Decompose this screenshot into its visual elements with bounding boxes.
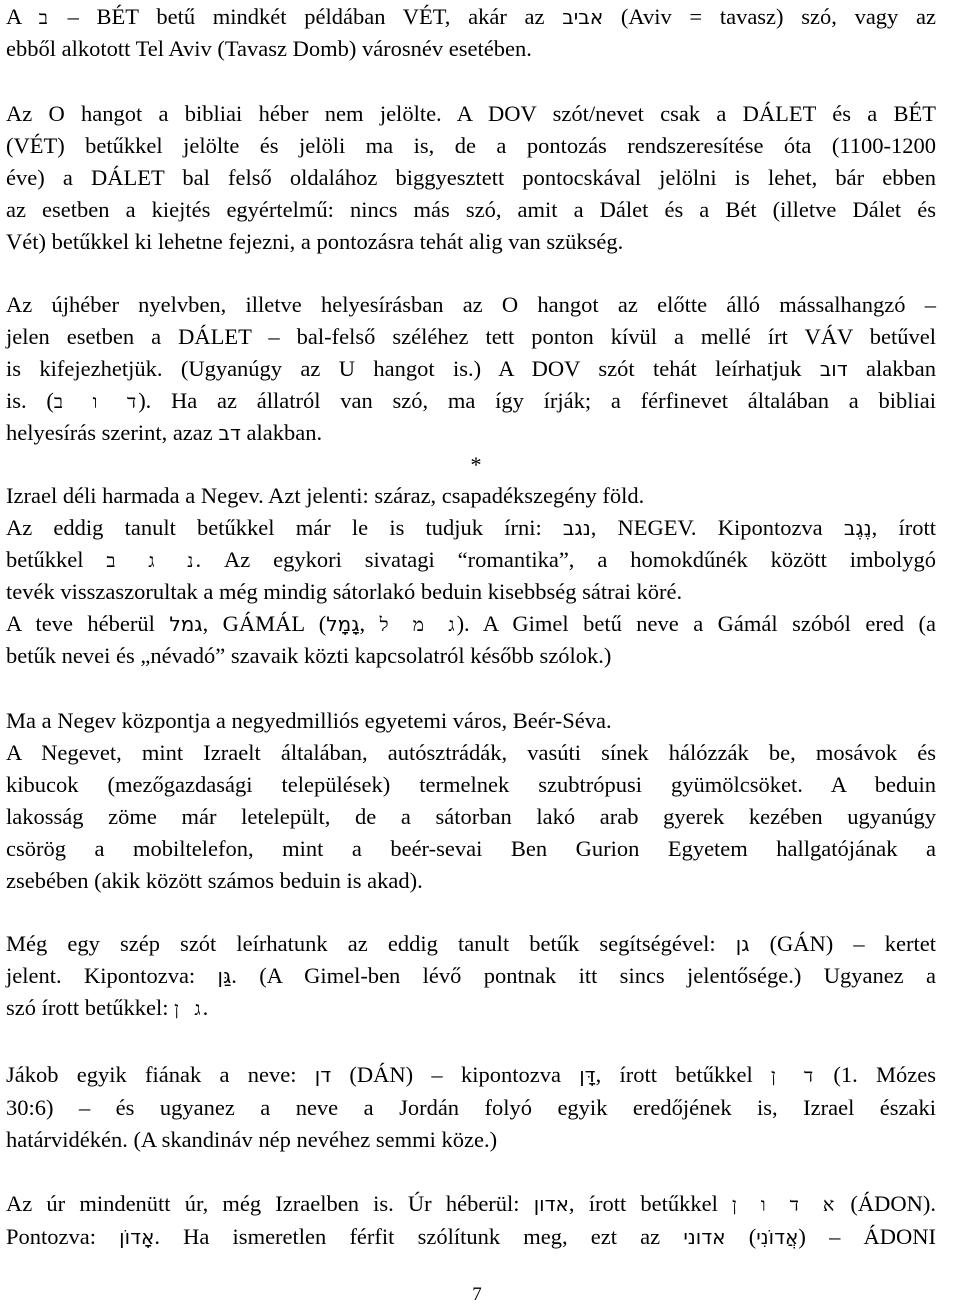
text-line (6, 2, 936, 33)
text-segment: (ÁDON). (836, 1191, 937, 1216)
text-line (6, 386, 936, 417)
text-line (6, 770, 936, 800)
text-line (6, 418, 322, 448)
text-line (6, 513, 936, 543)
hebrew-word: גן (735, 932, 750, 956)
text-segment: , írott betűkkel (568, 1191, 733, 1216)
text-segment: . Ha ismeretlen férfit szólítunk meg, ezt az (154, 1224, 684, 1249)
text-segment: zsebében (akik között számos beduin is akad). (6, 868, 423, 893)
text-line (6, 802, 936, 832)
hebrew-word: דן (314, 1063, 332, 1087)
text-segment: jelen esetben a DÁLET – bal-felső széléhez tett ponton kívül a mellé írt VÁV betűvel (6, 324, 936, 349)
text-line (6, 322, 936, 352)
text-line (6, 34, 532, 64)
text-segment: (GÁN) – kertet (749, 931, 937, 956)
text-segment: , GÁMÁL ( (202, 611, 327, 636)
hebrew-word: דוב (819, 357, 848, 381)
text-segment: , írott betűkkel (595, 1062, 772, 1087)
text-segment: (Aviv = tavasz) szó, vagy az (603, 4, 936, 29)
text-segment: A (6, 4, 39, 29)
text-line (6, 577, 682, 607)
text-segment: is kifejezhetjük. (Ugyanúgy az U hangot is.) A DOV szót tehát leírhatjuk (6, 356, 820, 381)
hebrew-spaced-letters: נ ג ב (106, 550, 196, 572)
text-segment: kibucok (mezőgazdasági települések) termelnek szubtrópusi gyümölcsöket. A beduin (6, 772, 936, 797)
text-segment: ebből alkotott Tel Aviv (Tavasz Domb) városnév esetében. (6, 36, 532, 61)
text-segment: alakban (847, 356, 936, 381)
text-line (6, 481, 644, 511)
text-line (6, 227, 623, 257)
text-line (6, 1125, 497, 1155)
hebrew-word: נגב (562, 516, 591, 540)
text-segment: A teve héberül (6, 611, 170, 636)
text-segment: Ma a Negev központja a negyedmilliós egyetemi város, Beér-Séva. (6, 708, 612, 733)
text-segment: jelent. Kipontozva: (6, 963, 218, 988)
text-line (6, 834, 936, 864)
text-segment: – BÉT betű mindkét példában VÉT, akár az (49, 4, 563, 29)
text-segment: (VÉT) betűkkel jelölte és jelöli ma is, de a pontozás rendszeresítése óta (1100-1200 (6, 133, 936, 158)
text-segment: A Negevet, mint Izraelt általában, autósztrádák, vasúti sínek hálózzák be, mosávok és (6, 740, 936, 765)
text-segment: Jákob egyik fiának a neve: (6, 1062, 315, 1087)
hebrew-word: גָמָל (326, 612, 360, 636)
text-line (6, 738, 936, 768)
text-segment: , NEGEV. Kipontozva (590, 515, 844, 540)
hebrew-word: דָּן (579, 1063, 596, 1087)
hebrew-word: אֲדוֹנִי (756, 1225, 799, 1249)
text-segment: Az úr mindenütt úr, még Izraelben is. Úr héberül: (6, 1191, 534, 1216)
page-number: 7 (472, 1284, 482, 1305)
text-line (6, 131, 936, 161)
hebrew-spaced-letters: ב (38, 7, 50, 29)
text-segment: ) – ÁDONI (798, 1224, 936, 1249)
text-line (6, 706, 612, 736)
text-segment: ). A Gimel betű neve a Gámál szóból ered (a (456, 611, 936, 636)
text-line (6, 1222, 936, 1252)
text-segment: 30:6) – és ugyanez a neve a Jordán folyó egyik eredőjének is, Izrael északi (6, 1095, 936, 1120)
hebrew-word: אביב (562, 5, 604, 29)
text-line (6, 993, 208, 1024)
text-segment: ( (725, 1224, 757, 1249)
text-segment: (DÁN) – kipontozva (331, 1062, 580, 1087)
text-line (6, 354, 936, 384)
text-segment: betűk nevei és „névadó” szavaik közti kapcsolatról később szólok.) (6, 643, 612, 668)
hebrew-spaced-letters: ג ן (174, 998, 203, 1020)
text-segment: az esetben a kiejtés egyértelmű: nincs más szó, amit a Dálet és a Bét (illetve Dálet és (6, 197, 936, 222)
text-segment: , (359, 611, 380, 636)
hebrew-word: אדון (533, 1192, 569, 1216)
text-segment: Még egy szép szót leírhatunk az eddig tanult betűk segítségével: (6, 931, 736, 956)
text-line (6, 641, 611, 671)
text-line (6, 929, 936, 959)
text-line (6, 609, 936, 640)
text-segment: betűkkel (6, 547, 107, 572)
text-segment: Pontozva: (6, 1224, 120, 1249)
text-segment: Vét) betűkkel ki lehetne fejezni, a pontozásra tehát alig van szükség. (6, 229, 624, 254)
text-segment: alakban. (240, 420, 323, 445)
text-segment: határvidékén. (A skandináv nép nevéhez semmi köze.) (6, 1127, 498, 1152)
hebrew-word: גַּן (217, 964, 232, 988)
hebrew-spaced-letters: ג מ ל (379, 614, 457, 636)
text-segment: éve) a DÁLET bal felső oldalához biggyesztett pontocskával jelölni is lehet, bár ebben (6, 165, 936, 190)
text-segment: Az O hangot a bibliai héber nem jelölte. A DOV szót/nevet csak a DÁLET és a BÉT (6, 101, 936, 126)
hebrew-word: אדוני (683, 1225, 726, 1249)
text-segment: Az újhéber nyelvben, illetve helyesírásban az O hangot az előtte álló mássalhangzó – (6, 292, 936, 317)
text-segment: * (470, 452, 482, 477)
text-segment: Az eddig tanult betűkkel már le is tudjuk írni: (6, 515, 563, 540)
text-segment: . Az egykori sivatagi “romantika”, a homokdűnék között imbolygó (195, 547, 937, 572)
hebrew-spaced-letters: א ד ו ן (732, 1194, 837, 1216)
hebrew-word: גמל (169, 612, 203, 636)
text-segment: . (202, 995, 209, 1020)
text-line (6, 1060, 936, 1091)
text-line (6, 961, 936, 991)
text-line (6, 866, 423, 896)
text-segment: helyesírás szerint, azaz (6, 420, 219, 445)
text-segment: , írott (871, 515, 936, 540)
hebrew-word: נֶגֶב (843, 516, 872, 540)
text-segment: is. ( (6, 388, 54, 413)
hebrew-word: דב (218, 421, 241, 445)
text-segment: . (A Gimel-ben lévő pontnak itt sincs jelentősége.) Ugyanez a (231, 963, 937, 988)
text-line (6, 1189, 936, 1220)
text-line (6, 163, 936, 193)
text-segment: Izrael déli harmada a Negev. Azt jelenti: száraz, csapadékszegény föld. (6, 483, 645, 508)
text-line (6, 290, 936, 320)
text-line (6, 99, 936, 129)
hebrew-spaced-letters: ד ו ב (53, 391, 139, 413)
text-line (6, 195, 936, 225)
text-segment: csörög a mobiltelefon, mint a beér-sevai Ben Gurion Egyetem hallgatójának a (6, 836, 936, 861)
hebrew-word: אָדוֹן (119, 1225, 155, 1249)
hebrew-spaced-letters: ד ן (771, 1065, 816, 1087)
text-line (6, 1093, 936, 1123)
text-segment: tevék visszaszorultak a még mindig sátorlakó beduin kisebbség sátrai köré. (6, 579, 683, 604)
text-segment: lakosság zöme már letelepült, de a sátorban lakó arab gyerek kezében ugyanúgy (6, 804, 936, 829)
text-segment: szó írott betűkkel: (6, 995, 175, 1020)
section-separator (6, 450, 946, 480)
text-segment: (1. Mózes (815, 1062, 936, 1087)
text-segment: ). Ha az állatról van szó, ma így írják; a férfinevet általában a bibliai (138, 388, 936, 413)
text-line (6, 545, 936, 576)
